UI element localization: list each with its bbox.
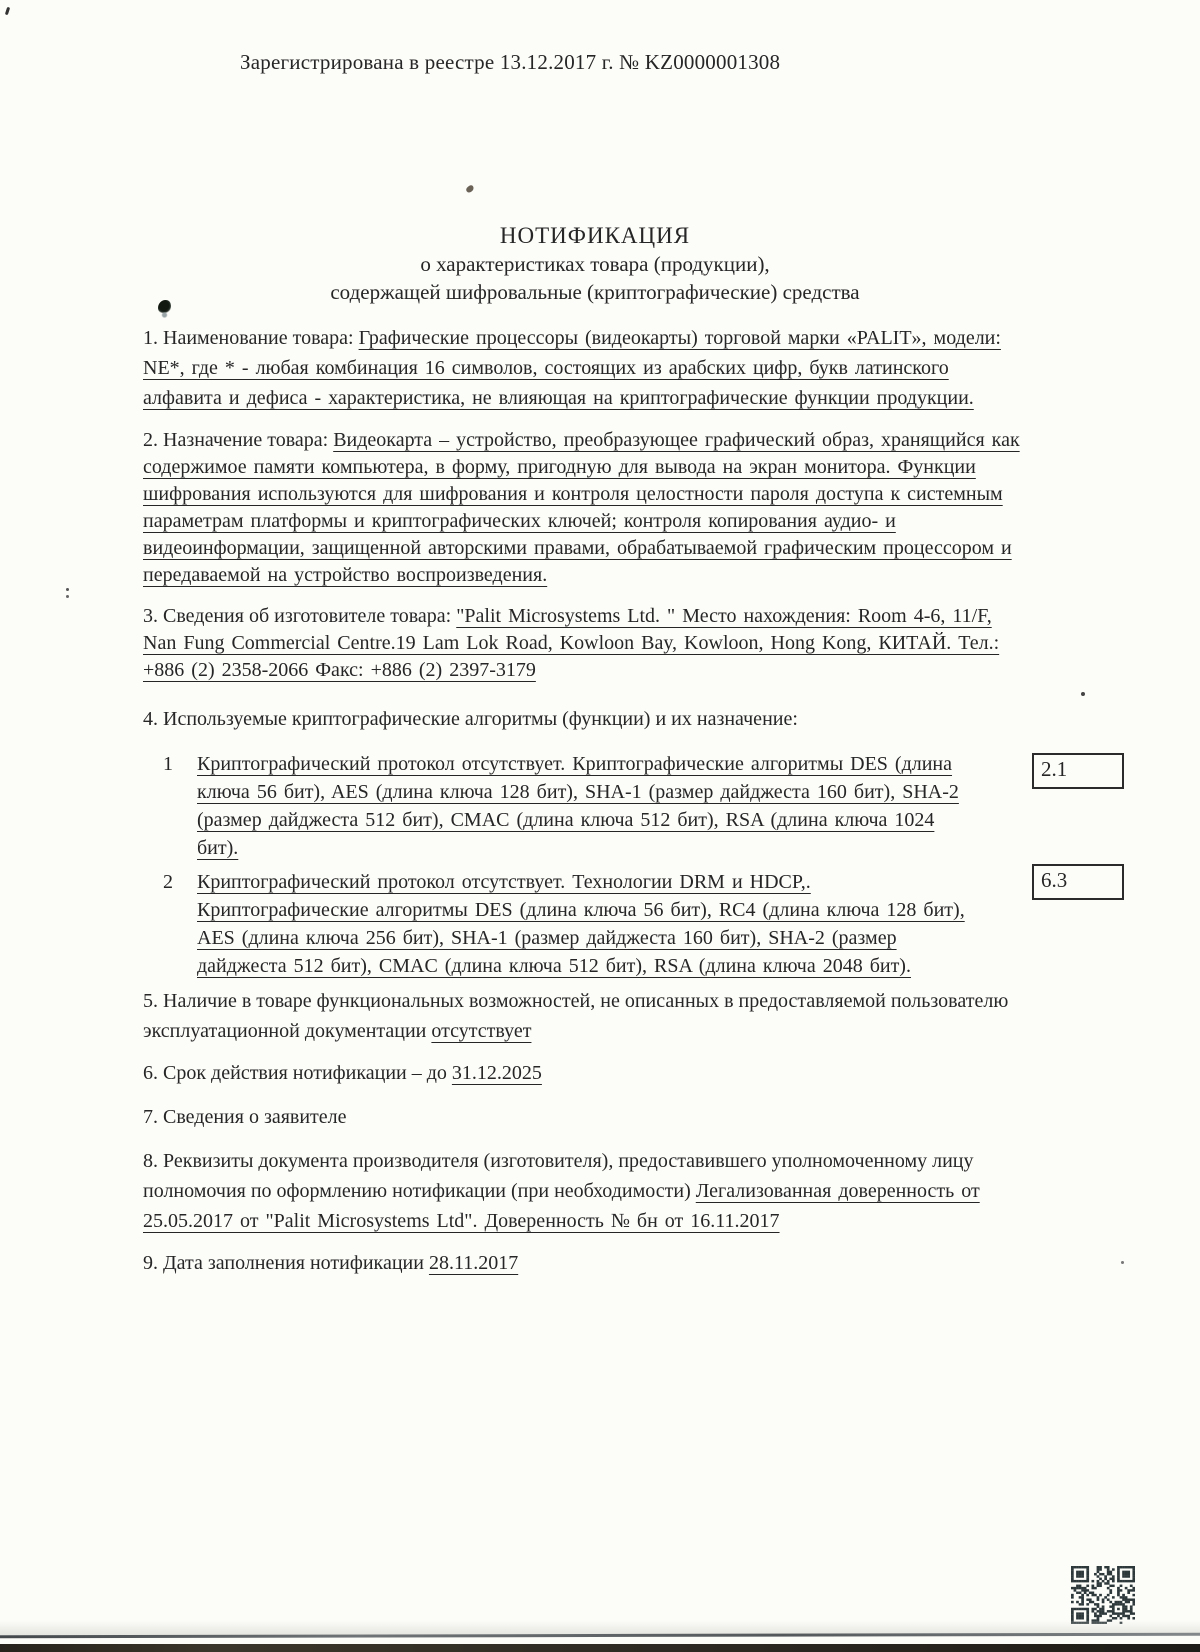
algorithm-item-number: 1 [163, 753, 173, 775]
field-label: 2. Назначение товара: [143, 429, 334, 451]
paragraph-fill-date [143, 1250, 1023, 1277]
field-value: "Palit Microsystems Ltd. " Место нахождения: Room 4-6, 11/F, Nan Fung Commercial Centre.19 Lam Lok Road, Kowloon Bay, Kowloon, Hong Kong, КИТАЙ. Тел.: +886 (2) 2358-2066 Факс: +886 (2) 2397-3179 [143, 605, 1000, 681]
scan-speck [465, 184, 475, 194]
scan-speck [5, 7, 10, 16]
document-subtitle-1: о характеристиках товара (продукции), [420, 252, 770, 276]
paragraph-undocumented-features [143, 986, 1023, 1046]
algorithm-item-text: Криптографический протокол отсутствует. Криптографические алгоритмы DES (длина ключа 56 бит), AES (длина ключа 128 бит), SHA-1 (размер дайджеста 160 бит), SHA-2 (размер дайджеста 512 бит), CMAC (длина ключа 512 бит), RSA (длина ключа 1024 бит). [197, 753, 959, 859]
paragraph-authorization-document [143, 1146, 1023, 1236]
ink-blot-artifact [158, 300, 171, 314]
paragraph-manufacturer [143, 603, 1023, 684]
document-subtitle-2: содержащей шифровальные (криптографические) средства [330, 280, 860, 304]
reference-box-2 [1032, 864, 1124, 900]
field-label: 3. Сведения об изготовителе товара: [143, 605, 457, 627]
field-label: 1. Наименование товара: [143, 327, 359, 349]
scan-speck [1081, 692, 1085, 696]
scanner-edge-strip [0, 1644, 1200, 1652]
section-algorithms-heading: 4. Используемые криптографические алгоритмы (функции) и их назначение: [143, 708, 798, 730]
field-value: Легализованная доверенность от 25.05.2017 от "Palit Microsystems Ltd". Доверенность № бн от 16.11.2017 [143, 1180, 980, 1232]
field-label: 8. Реквизиты документа производителя (изготовителя), предоставившего уполномоченному лицу полномочия по оформлению нотификации (при необходимости) [143, 1150, 974, 1202]
algorithm-item-2 [163, 868, 975, 980]
paragraph-validity-period [143, 1060, 1023, 1087]
field-value: отсутствует [431, 1020, 532, 1042]
algorithm-item-number: 2 [163, 871, 173, 893]
field-label: 5. Наличие в товаре функциональных возможностей, не описанных в предоставляемой пользователю эксплуатационной документации [143, 990, 1009, 1042]
field-label: 6. Срок действия нотификации – до [143, 1062, 452, 1084]
field-label: 9. Дата заполнения нотификации [143, 1252, 429, 1274]
scan-speck [66, 588, 69, 591]
paragraph-product-name [143, 323, 1023, 413]
algorithm-item-1 [163, 750, 975, 862]
reference-value: 2.1 [1041, 757, 1068, 781]
algorithm-item-text: Криптографический протокол отсутствует. Технологии DRM и HDCP,. Криптографические алгоритмы DES (длина ключа 56 бит), RC4 (длина ключа 128 бит), AES (длина ключа 256 бит), SHA-1 (размер дайджеста 160 бит), SHA-2 (размер дайджеста 512 бит), CMAC (длина ключа 512 бит), RSA (длина ключа 2048 бит). [197, 871, 965, 977]
registration-line: Зарегистрирована в реестре 13.12.2017 г. № KZ0000001308 [240, 50, 781, 74]
paragraph-purpose [143, 427, 1023, 589]
field-value: Графические процессоры (видеокарты) торговой марки «PALIT», модели: NE*, где * - любая комбинация 16 символов, состоящих из арабских цифр, букв латинского алфавита и дефиса - характеристика, не влияющая на криптографические функции продукции. [143, 327, 1001, 409]
document-title: НОТИФИКАЦИЯ [499, 223, 691, 248]
field-value: Видеокарта – устройство, преобразующее графический образ, хранящийся как содержимое памяти компьютера, в форму, пригодную для вывода на экран монитора. Функции шифрования используются для шифрования и контроля целостности пароля доступа к системным параметрам платформы и криптографических ключей; контроля копирования аудио- и видеоинформации, защищенной авторскими правами, обрабатываемой графическим процессором и передаваемой на устройство воспроизведения. [143, 429, 1020, 586]
paragraph-applicant: 7. Сведения о заявителе [143, 1106, 347, 1128]
qr-code-icon [1071, 1566, 1135, 1624]
reference-box-1 [1032, 753, 1124, 789]
field-value: 28.11.2017 [428, 1252, 519, 1274]
title-block [0, 222, 1190, 306]
scan-speck [1121, 1261, 1124, 1264]
field-value: 31.12.2025 [451, 1062, 542, 1084]
reference-value: 6.3 [1041, 868, 1068, 892]
